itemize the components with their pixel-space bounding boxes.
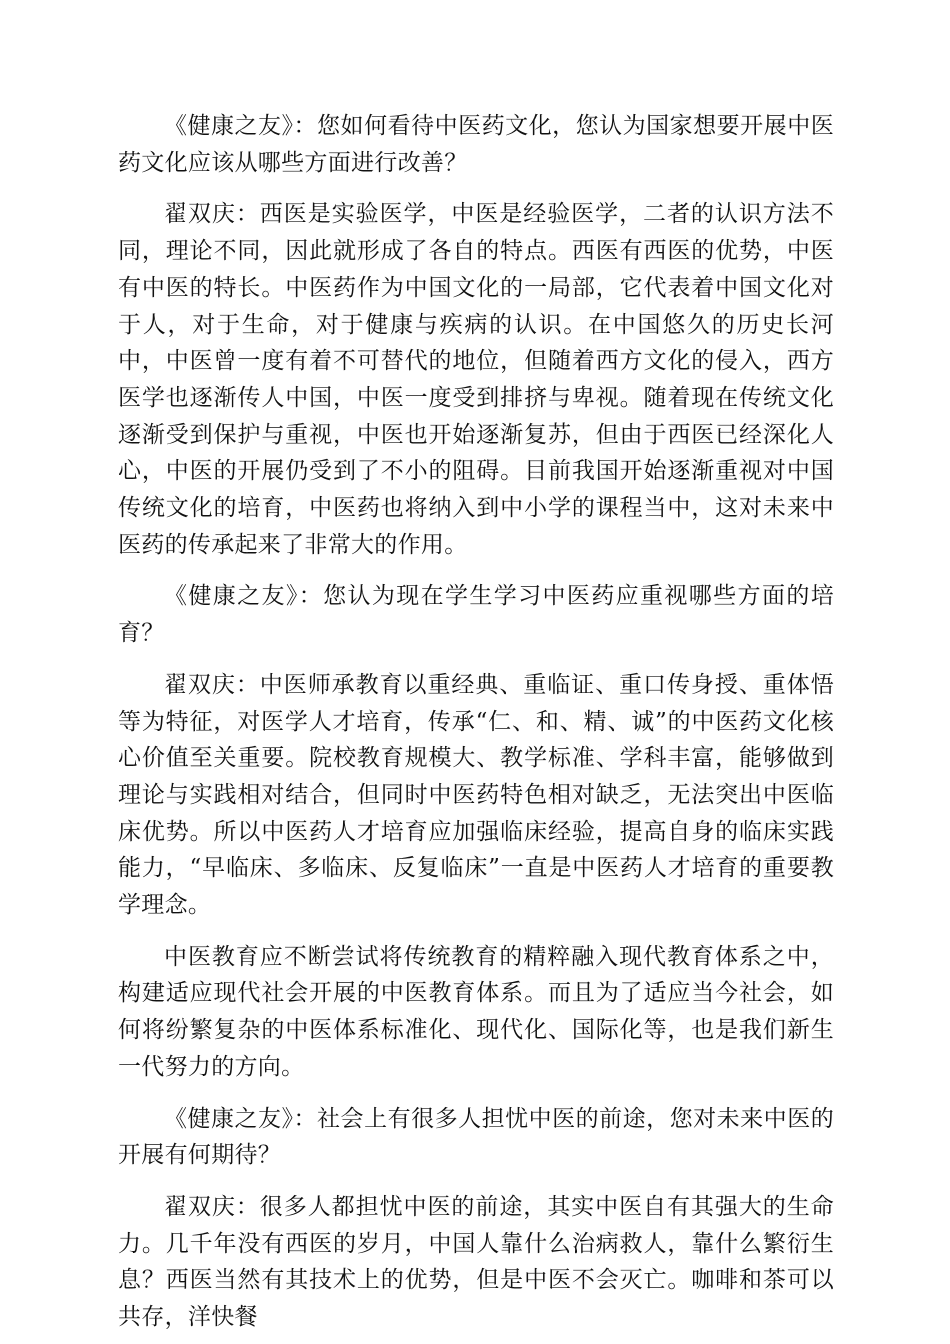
question-paragraph-2: 《健康之友》：您认为现在学生学习中医药应重视哪些方面的培育？ <box>118 583 834 647</box>
answer-paragraph-2-continued: 中医教育应不断尝试将传统教育的精粹融入现代教育体系之中，构建适应现代社会开展的中医教育体系。而且为了适应当今社会，如何将纷繁复杂的中医体系标准化、现代化、国际化等，也是我们新生一代努力的方向。 <box>118 943 834 1080</box>
answer-paragraph-3: 翟双庆：很多人都担忧中医的前途，其实中医自有其强大的生命力。几千年没有西医的岁月，中国人靠什么治病救人，靠什么繁衍生息？西医当然有其技术上的优势，但是中医不会灭亡。咖啡和茶可以共存，洋快餐 <box>118 1193 834 1331</box>
question-paragraph-1: 《健康之友》：您如何看待中医药文化，您认为国家想要开展中医药文化应该从哪些方面进行改善？ <box>118 113 834 176</box>
answer-paragraph-1: 翟双庆：西医是实验医学，中医是经验医学，二者的认识方法不同，理论不同，因此就形成了各自的特点。西医有西医的优势，中医有中医的特长。中医药作为中国文化的一局部，它代表着中国文化对于人，对于生命，对于健康与疾病的认识。在中国悠久的历史长河中，中医曾一度有着不可替代的地位，但随着西方文化的侵入，西方医学也逐渐传人中国，中医一度受到排挤与卑视。随着现在传统文化逐渐受到保护与重视，中医也开始逐渐复苏，但由于西医已经深化人心，中医的开展仍受到了不小的阻碍。目前我国开始逐渐重视对中国传统文化的培育，中医药也将纳入到中小学的课程当中，这对未来中医药的传承起来了非常大的作用。 <box>118 201 834 558</box>
article-body <box>118 108 834 1336</box>
answer-paragraph-2: 翟双庆：中医师承教育以重经典、重临证、重口传身授、重体悟等为特征，对医学人才培育，传承“仁、和、精、诚”的中医药文化核心价值至关重要。院校教育规模大、教学标准、学科丰富，能够做到理论与实践相对结合，但同时中医药特色相对缺乏，无法突出中医临床优势。所以中医药人才培育应加强临床经验，提高自身的临床实践能力，“早临床、多临床、反复临床”一直是中医药人才培育的重要教学理念。 <box>118 671 834 919</box>
question-paragraph-3: 《健康之友》：社会上有很多人担忧中医的前途，您对未来中医的开展有何期待？ <box>118 1105 834 1169</box>
